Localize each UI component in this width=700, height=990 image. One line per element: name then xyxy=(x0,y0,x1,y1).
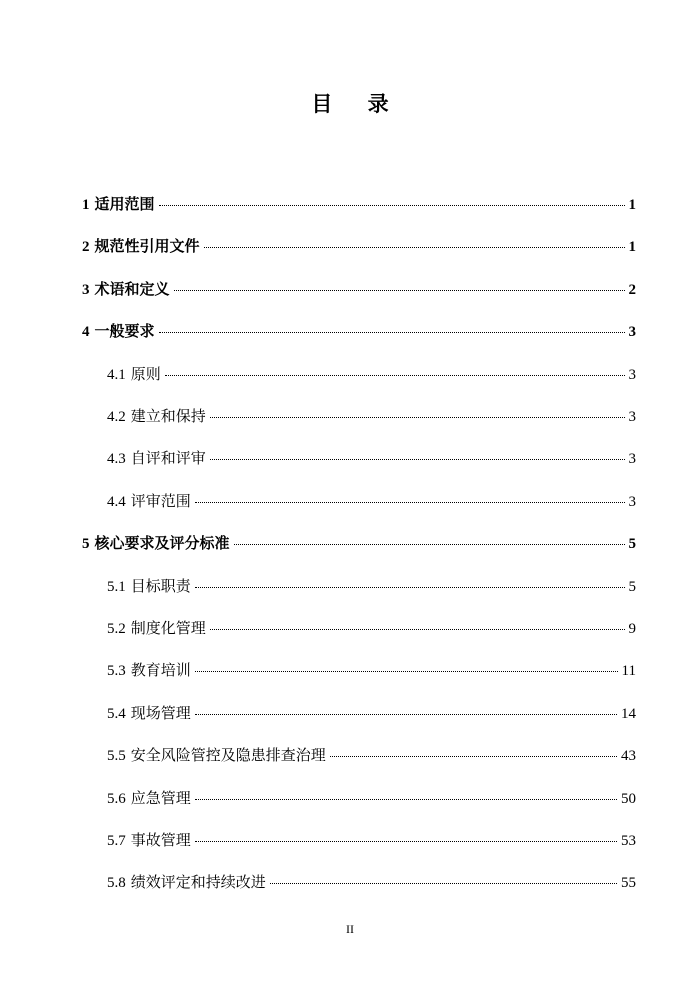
toc-entry-label: 绩效评定和持续改进 xyxy=(130,873,266,892)
toc-entry-label: 事故管理 xyxy=(130,831,191,849)
toc-entry-number: 3 xyxy=(82,281,90,298)
toc-entry-label: 应急管理 xyxy=(130,788,191,807)
toc-entry-label: 自评和评审 xyxy=(130,449,206,468)
page-title: 目 录 xyxy=(311,92,403,116)
toc-entry-page: 5 xyxy=(628,578,636,595)
dot-leader xyxy=(159,332,625,333)
dot-leader xyxy=(195,671,618,672)
dot-leader xyxy=(210,629,625,630)
toc-entry[interactable] xyxy=(82,234,636,258)
toc-entry[interactable] xyxy=(107,786,636,810)
toc-entry-label: 适用范围 xyxy=(94,195,155,213)
page-number-footer: II xyxy=(346,922,354,936)
toc-entry-page: 11 xyxy=(621,663,636,680)
toc-entry[interactable] xyxy=(82,277,636,301)
toc-entry-page: 1 xyxy=(628,239,636,256)
toc-entry-number: 5.2 xyxy=(107,621,126,637)
toc-entry-page: 3 xyxy=(628,409,636,425)
dot-leader xyxy=(195,799,617,800)
toc-entry-label: 原则 xyxy=(130,364,161,383)
toc-entry-label: 现场管理 xyxy=(130,703,191,722)
toc-entry-page: 14 xyxy=(621,705,636,722)
toc-entry-page: 3 xyxy=(628,366,636,383)
toc-entry-page: 3 xyxy=(628,451,636,468)
dot-leader xyxy=(159,205,625,206)
toc-entry[interactable] xyxy=(107,446,636,470)
dot-leader xyxy=(204,247,625,248)
toc-entry[interactable] xyxy=(82,319,636,343)
toc-entry[interactable] xyxy=(107,574,636,598)
toc-entry-label: 术语和定义 xyxy=(94,279,170,298)
toc-entry-number: 4.3 xyxy=(107,451,126,468)
toc-entry-number: 5.3 xyxy=(107,663,126,680)
toc-entry-page: 55 xyxy=(621,875,636,892)
toc-entry[interactable] xyxy=(107,404,636,428)
toc-entry-label: 安全风险管控及隐患排查治理 xyxy=(130,746,326,765)
toc-entry[interactable] xyxy=(107,616,636,640)
toc-entry-number: 5.4 xyxy=(107,705,126,722)
dot-leader xyxy=(195,714,617,715)
toc-entry-label: 核心要求及评分标准 xyxy=(94,534,230,553)
toc-entry-label: 一般要求 xyxy=(94,322,155,341)
toc-entry[interactable] xyxy=(107,658,636,682)
toc-entry-page: 3 xyxy=(628,324,636,341)
toc-entry-label: 评审范围 xyxy=(130,491,191,510)
dot-leader xyxy=(195,587,625,588)
toc-entry-number: 4.1 xyxy=(107,366,126,383)
dot-leader xyxy=(210,417,625,418)
toc-entry[interactable] xyxy=(107,489,636,513)
toc-entry[interactable] xyxy=(82,531,636,555)
toc-entry-label: 目标职责 xyxy=(130,576,191,595)
toc-entry-page: 1 xyxy=(628,197,636,213)
toc-entry-number: 5.8 xyxy=(107,875,126,892)
toc-entry-page: 5 xyxy=(628,536,636,553)
toc-entry-page: 50 xyxy=(621,790,636,807)
toc-entry-number: 4.4 xyxy=(107,493,126,510)
toc-entry-page: 2 xyxy=(628,281,636,298)
toc-entry-number: 4.2 xyxy=(107,409,126,425)
dot-leader xyxy=(270,883,617,884)
dot-leader xyxy=(165,375,625,376)
toc-entry-number: 5.1 xyxy=(107,578,126,595)
toc-entry-label: 建立和保持 xyxy=(130,407,206,425)
toc-entry-number: 5.7 xyxy=(107,833,126,849)
toc-entry-number: 5.6 xyxy=(107,790,126,807)
toc-entry-number: 1 xyxy=(82,197,90,213)
toc-entry-number: 5 xyxy=(82,536,90,553)
dot-leader xyxy=(210,459,625,460)
toc-entry-label: 制度化管理 xyxy=(130,619,206,637)
toc-entry-page: 3 xyxy=(628,493,636,510)
dot-leader xyxy=(195,502,625,503)
toc-entry-page: 43 xyxy=(621,748,636,765)
toc-entry-number: 5.5 xyxy=(107,748,126,765)
toc-entry-label: 规范性引用文件 xyxy=(94,237,200,256)
dot-leader xyxy=(174,290,625,291)
dot-leader xyxy=(234,544,625,545)
toc-entry-page: 9 xyxy=(628,621,636,637)
dot-leader xyxy=(195,841,617,842)
toc-entry[interactable] xyxy=(107,870,636,894)
toc-entry[interactable] xyxy=(107,701,636,725)
dot-leader xyxy=(330,756,617,757)
toc-entry[interactable] xyxy=(107,743,636,767)
toc-entry-label: 教育培训 xyxy=(130,661,191,680)
toc-entry[interactable] xyxy=(107,828,636,852)
toc-entry[interactable] xyxy=(82,192,636,216)
toc-entry-number: 2 xyxy=(82,239,90,256)
toc-entry-page: 53 xyxy=(621,833,636,849)
toc-entry[interactable] xyxy=(107,362,636,386)
toc-entry-number: 4 xyxy=(82,324,90,341)
